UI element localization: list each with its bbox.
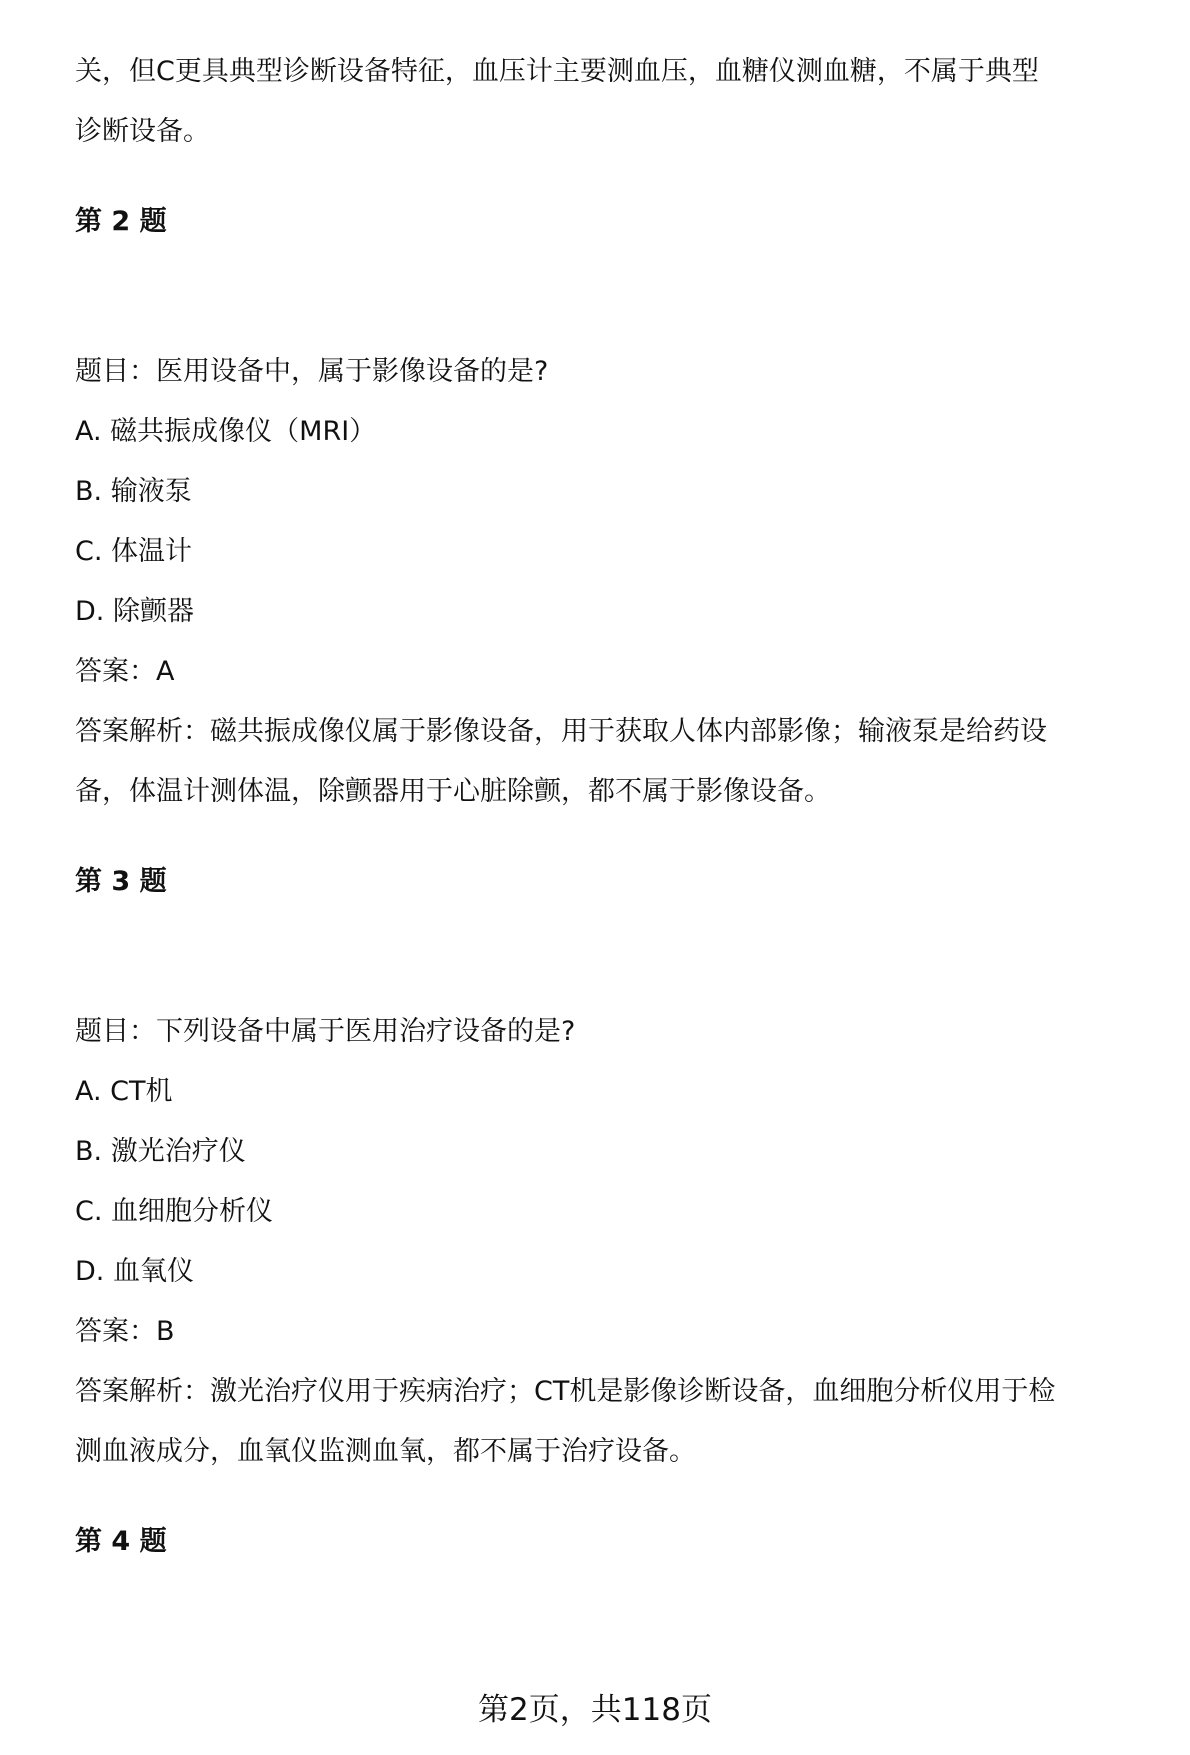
question-heading: 第 2 题: [75, 206, 167, 237]
answer: 答案：A: [75, 656, 175, 687]
analysis-line-1: 答案解析：激光治疗仪用于疾病治疗；CT机是影像诊断设备，血细胞分析仪用于检: [75, 1376, 1056, 1407]
question-heading: 第 3 题: [75, 866, 167, 897]
option-b: B. 输液泵: [75, 476, 192, 507]
intro-line-1: 关，但C更具典型诊断设备特征，血压计主要测血压，血糖仪测血糖，不属于典型: [75, 56, 1039, 87]
option-c: C. 血细胞分析仪: [75, 1196, 274, 1227]
page-footer: 第2页，共118页: [478, 1692, 712, 1728]
option-c: C. 体温计: [75, 536, 193, 567]
option-a: A. 磁共振成像仪（MRI）: [75, 416, 377, 447]
analysis-line-1: 答案解析：磁共振成像仪属于影像设备，用于获取人体内部影像；输液泵是给药设: [75, 716, 1047, 747]
analysis-line-2: 测血液成分，血氧仪监测血氧，都不属于治疗设备。: [75, 1436, 696, 1467]
page-content: [75, 42, 1175, 1572]
option-d: D. 血氧仪: [75, 1256, 194, 1287]
option-b: B. 激光治疗仪: [75, 1136, 246, 1167]
spacer: [75, 252, 1175, 342]
answer: 答案：B: [75, 1316, 175, 1347]
option-d: D. 除颤器: [75, 596, 194, 627]
question-text: 题目：下列设备中属于医用治疗设备的是?: [75, 1016, 576, 1047]
analysis-line-2: 备，体温计测体温，除颤器用于心脏除颤，都不属于影像设备。: [75, 776, 831, 807]
option-a: A. CT机: [75, 1076, 173, 1107]
question-text: 题目：医用设备中，属于影像设备的是?: [75, 356, 549, 387]
question-heading: 第 4 题: [75, 1526, 167, 1557]
spacer: [75, 912, 1175, 1002]
intro-line-2: 诊断设备。: [75, 116, 210, 147]
